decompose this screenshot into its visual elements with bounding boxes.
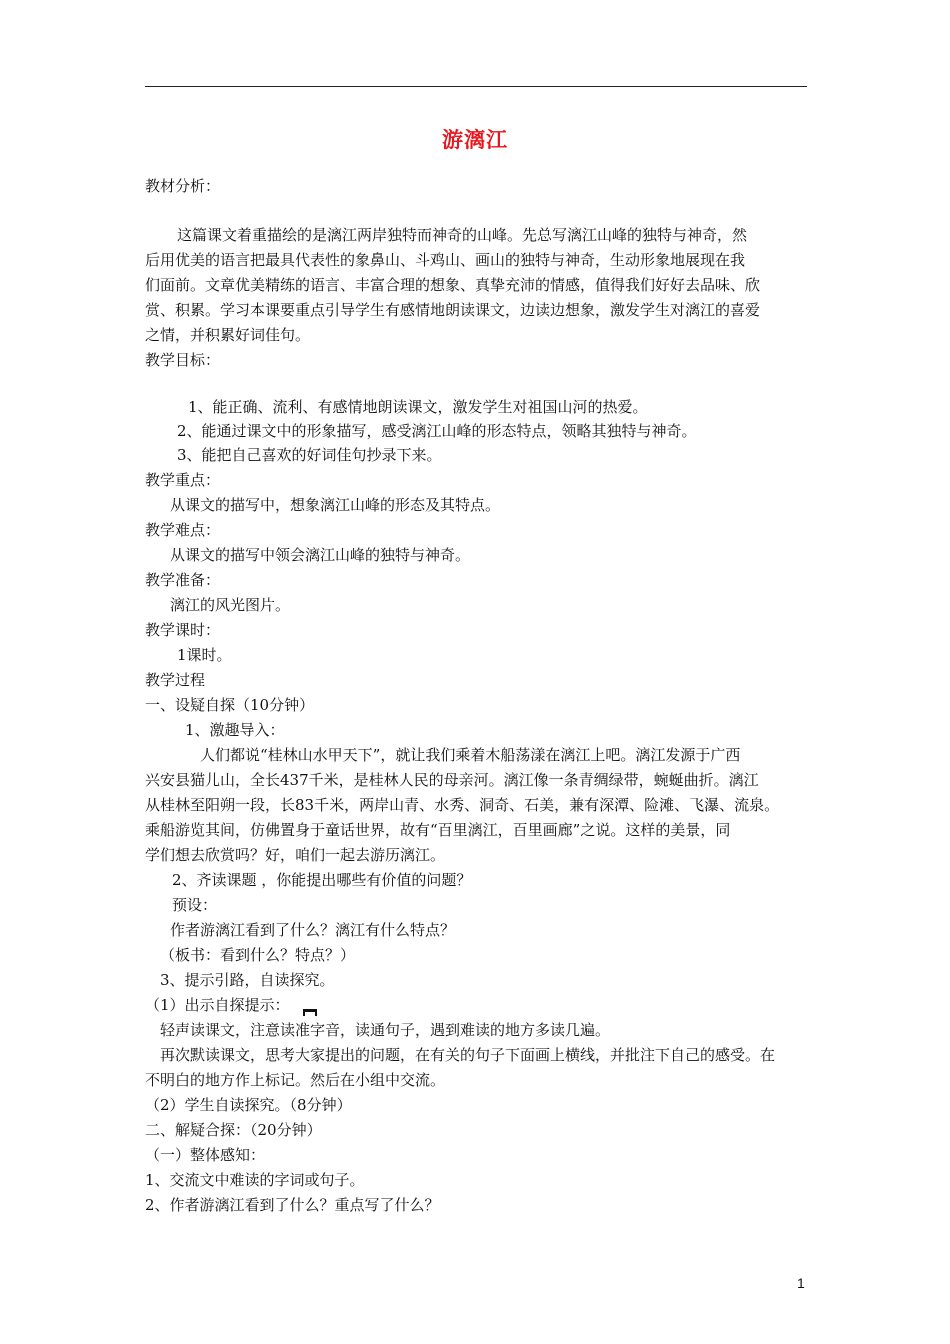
text-line: 教学重点： [145, 471, 221, 489]
text-line: 教学难点： [145, 521, 221, 539]
text-line: 3、提示引路，自读探究。 [160, 971, 335, 989]
text-line: 预设： [172, 896, 218, 914]
text-line: （2）学生自读探究。（8分钟） [145, 1096, 352, 1114]
text-line: 2、齐读课题 ，你能提出哪些有价值的问题？ [172, 871, 472, 889]
text-line: 教学课时： [145, 621, 221, 639]
text-line: 之情，并积累好词佳句。 [145, 326, 311, 344]
text-line: 后用优美的语言把最具代表性的象鼻山、斗鸡山、画山的独特与神奇，生动形象地展现在我 [145, 251, 746, 269]
text-line: 乘船游览其间，仿佛置身于童话世界，故有“百里漓江，百里画廊”之说。这样的美景，同 [145, 821, 731, 839]
text-line: 漓江的风光图片。 [170, 596, 291, 614]
text-line: 1课时。 [177, 646, 232, 664]
text-line: 从桂林至阳朔一段，长83千米，两岸山青、水秀、洞奇、石美，兼有深潭、险滩、飞瀑、流泉。 [145, 796, 780, 814]
text-line: 教学准备： [145, 571, 221, 589]
text-line: 教学过程 [145, 671, 206, 689]
page-number: 1 [797, 1275, 805, 1291]
text-line: 们面前。文章优美精练的语言、丰富合理的想象、真挚充沛的情感，值得我们好好去品味、欣 [145, 276, 761, 294]
text-line: 赏、积累。学习本课要重点引导学生有感情地朗读课文，边读边想象，激发学生对漓江的喜爱 [145, 301, 761, 319]
text-line: 兴安县猫儿山，全长437千米，是桂林人民的母亲河。漓江像一条青绸绿带，蜿蜒曲折。漓江 [145, 771, 759, 789]
text-line: 2、作者游漓江看到了什么？重点写了什么？ [145, 1196, 440, 1214]
text-line: 教材分析： [145, 177, 221, 195]
document-title: 游漓江 [442, 127, 508, 152]
text-line: 作者游漓江看到了什么？漓江有什么特点？ [170, 921, 456, 939]
text-line: 这篇课文着重描绘的是漓江两岸独特而神奇的山峰。先总写漓江山峰的独特与神奇，然 [177, 226, 748, 244]
text-line: 教学目标： [145, 351, 221, 369]
text-line: 从课文的描写中，想象漓江山峰的形态及其特点。 [170, 496, 501, 514]
text-line: 不明白的地方作上标记。然后在小组中交流。 [145, 1071, 446, 1089]
text-line: 从课文的描写中领会漓江山峰的独特与神奇。 [170, 546, 471, 564]
text-line: 一、设疑自探（10分钟） [145, 696, 315, 714]
text-line: 1、能正确、流利、有感情地朗读课文，激发学生对祖国山河的热爱。 [188, 398, 648, 416]
text-line: 1、交流文中难读的字词或句子。 [145, 1171, 365, 1189]
text-line: 1、激趣导入： [185, 721, 285, 739]
text-line: 轻声读课文，注意读准字音，读通句子，遇到难读的地方多读几遍。 [160, 1021, 611, 1039]
text-line: 2、能通过课文中的形象描写，感受漓江山峰的形态特点，领略其独特与神奇。 [177, 422, 697, 440]
text-line: 3、能把自己喜欢的好词佳句抄录下来。 [177, 446, 442, 464]
header-rule [145, 86, 807, 87]
text-line: 再次默读课文，思考大家提出的问题，在有关的句子下面画上横线，并批注下自己的感受。在 [160, 1046, 776, 1064]
text-line: （1）出示自探提示： [145, 996, 290, 1014]
text-line: 人们都说“桂林山水甲天下”，就让我们乘着木船荡漾在漓江上吧。漓江发源于广西 [200, 746, 741, 764]
text-line: 二、解疑合探：（20分钟） [145, 1121, 322, 1139]
note-mark-icon [303, 1001, 317, 1009]
text-line: （一）整体感知： [145, 1146, 266, 1164]
text-line: （板书：看到什么？特点？） [160, 946, 356, 964]
text-line: 学们想去欣赏吗？好，咱们一起去游历漓江。 [145, 846, 446, 864]
